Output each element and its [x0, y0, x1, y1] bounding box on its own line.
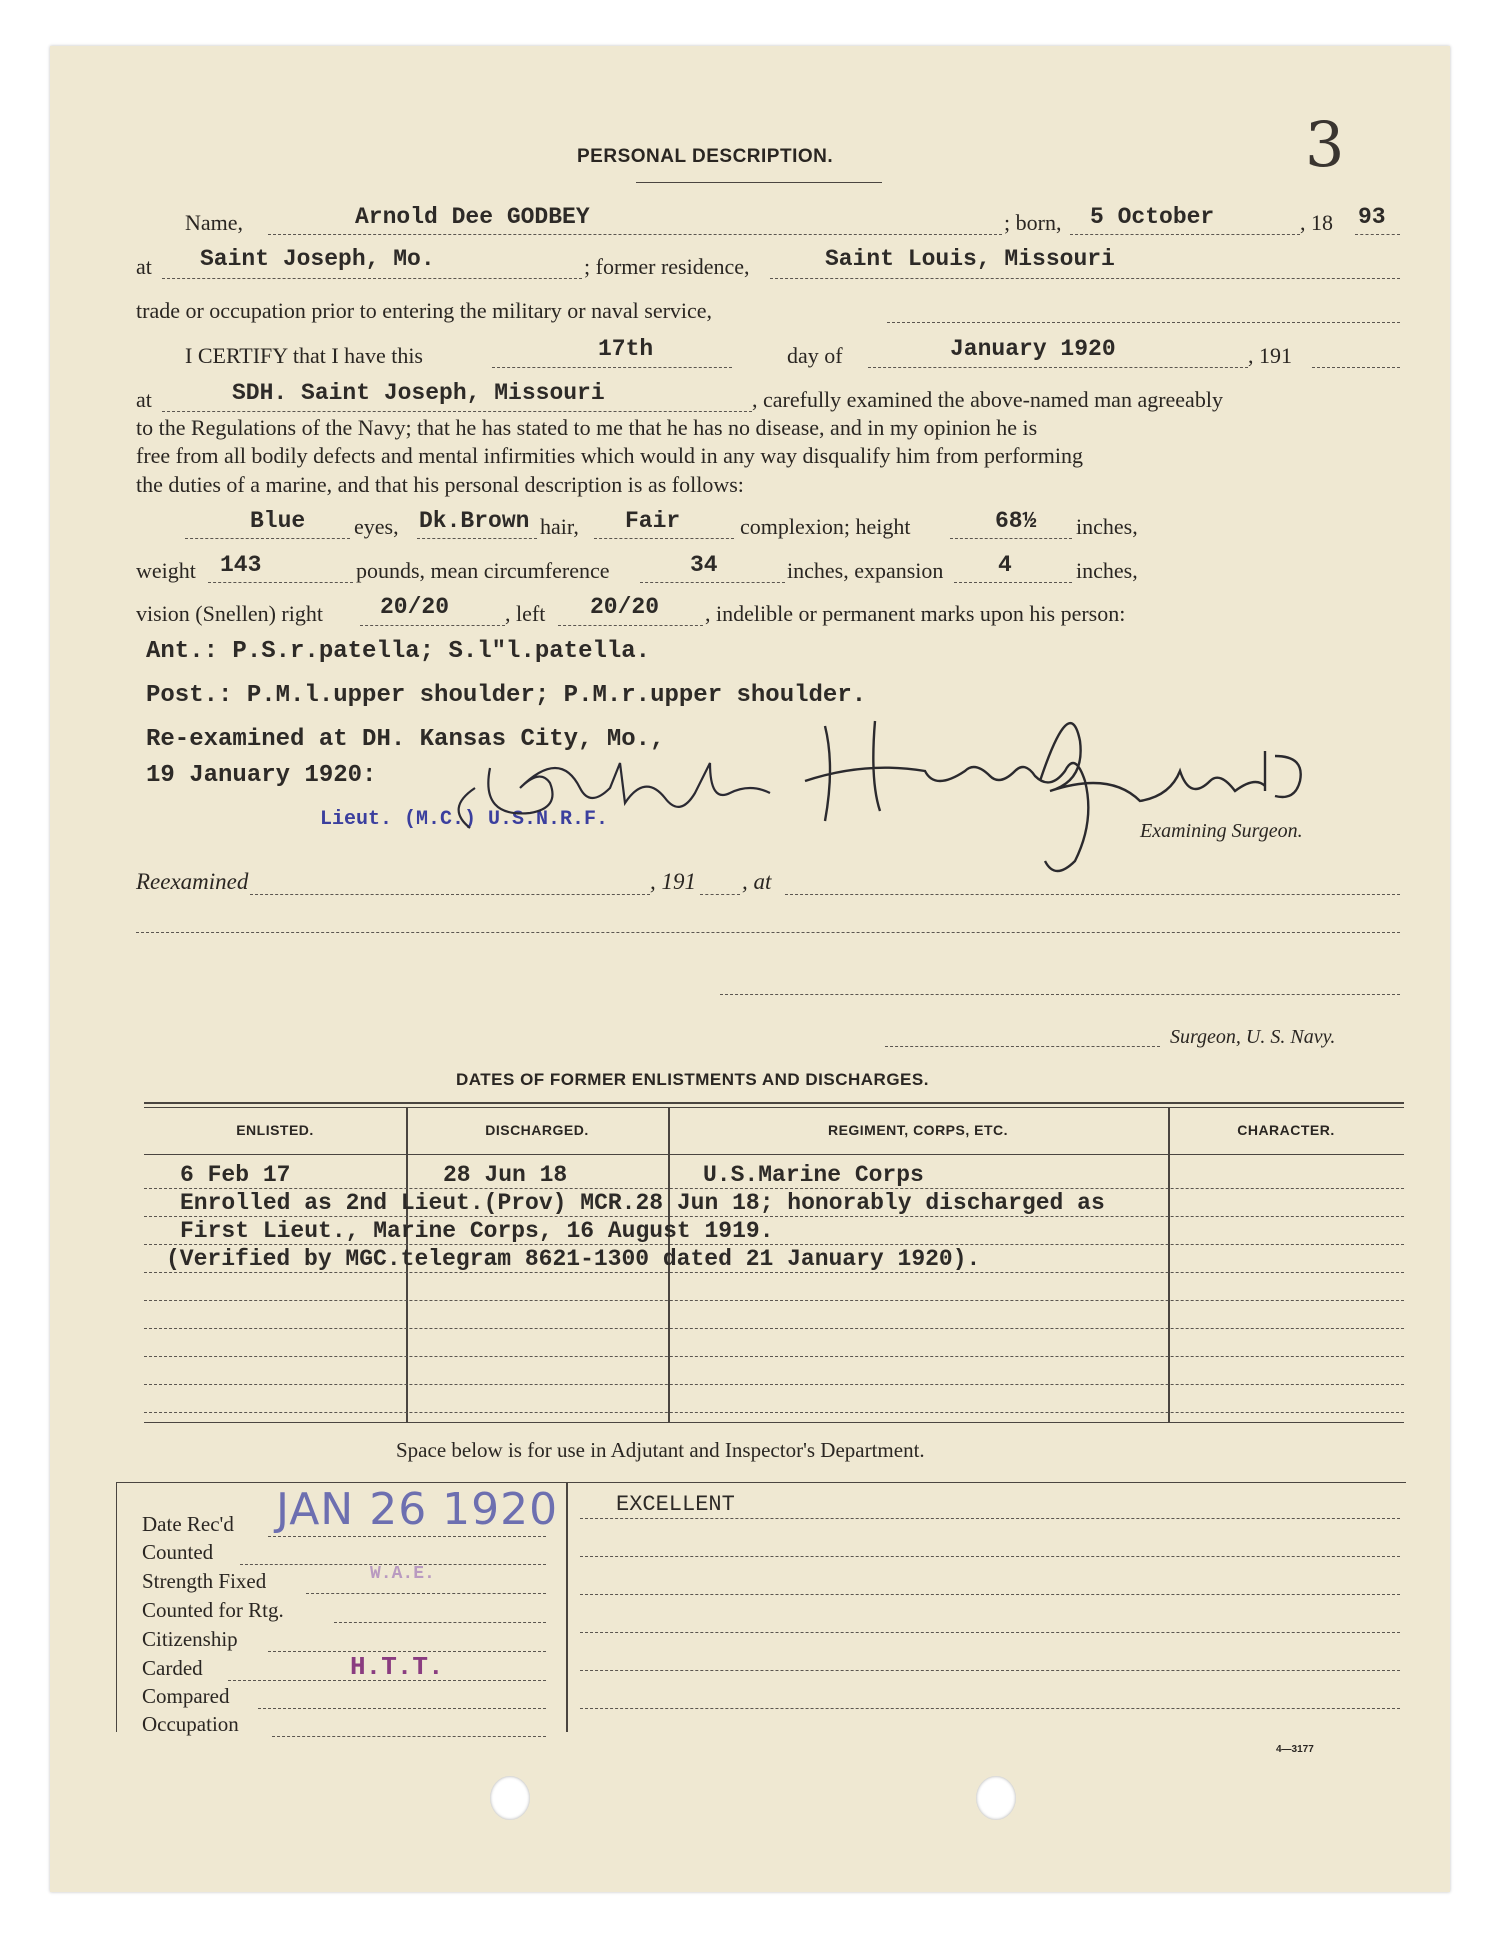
value-born-date: 5 October [1090, 204, 1215, 230]
adjutant-title: Space below is for use in Adjutant and Inspector's Department. [396, 1438, 925, 1462]
date-received-stamp: JAN 26 1920 [276, 1484, 559, 1535]
label-trade: trade or occupation prior to entering the military or naval service, [136, 298, 713, 323]
punch-hole-right [976, 1776, 1016, 1820]
label-vision: vision (Snellen) right [136, 601, 323, 626]
reexam-line-2: 19 January 1920: [146, 762, 377, 789]
marks-line-1: Ant.: P.S.r.patella; S.l"l.patella. [146, 638, 651, 665]
label-expansion: inches, expansion [787, 558, 944, 583]
adj-field-counted-rtg: Counted for Rtg. [142, 1598, 284, 1622]
col-header-enlisted: ENLISTED. [236, 1122, 314, 1138]
label-vision-left: , left [505, 601, 546, 626]
punch-hole-left [490, 1776, 530, 1820]
adj-field-compared: Compared [142, 1684, 230, 1708]
label-marks: , indelible or permanent marks upon his person: [705, 601, 1126, 626]
label-name: Name, [185, 210, 244, 235]
value-height: 68½ [995, 508, 1037, 534]
initials-carded: H.T.T. [350, 1652, 444, 1682]
label-pounds: pounds, mean circumference [356, 558, 610, 583]
value-vision-left: 20/20 [590, 594, 660, 620]
value-hair: Dk.Brown [419, 508, 530, 534]
label-hair: hair, [540, 514, 579, 539]
value-expansion: 4 [998, 552, 1012, 578]
adj-field-strength-fixed: Strength Fixed [142, 1569, 267, 1593]
value-exam-month: January 1920 [950, 336, 1116, 362]
value-vision-right: 20/20 [380, 594, 450, 620]
lieut-stamp: Lieut. (M.C.) U.S.N.R.F. [320, 808, 609, 831]
adj-field-carded: Carded [142, 1656, 203, 1680]
adj-field-counted: Counted [142, 1540, 214, 1564]
col-header-regiment: REGIMENT, CORPS, ETC. [827, 1122, 1009, 1138]
value-complexion: Fair [625, 508, 681, 534]
label-examining-surgeon: Examining Surgeon. [1140, 820, 1303, 842]
label-certify: I CERTIFY that I have this [185, 343, 423, 368]
label-weight: weight [136, 558, 196, 583]
value-eyes: Blue [250, 508, 306, 534]
adj-field-date-recd: Date Rec'd [142, 1512, 234, 1536]
col-header-character: CHARACTER. [1237, 1122, 1335, 1138]
value-born-year: 93 [1358, 204, 1386, 230]
form-code: 4—3177 [1276, 1744, 1314, 1755]
adj-field-citizenship: Citizenship [142, 1627, 238, 1651]
value-name: Arnold Dee GODBEY [355, 204, 590, 230]
label-surgeon-navy: Surgeon, U. S. Navy. [1170, 1026, 1336, 1048]
document-page [50, 46, 1450, 1892]
cell-discharged: 28 Jun 18 [443, 1162, 568, 1188]
paragraph-line-1: to the Regulations of the Navy; that he has stated to me that he has no disease, and in my opinion he is [136, 415, 1038, 440]
value-weight: 143 [220, 552, 262, 578]
cell-regiment: U.S.Marine Corps [703, 1162, 924, 1188]
value-exam-place: SDH. Saint Joseph, Missouri [232, 380, 605, 406]
label-reexamined: Reexamined [136, 869, 249, 894]
label-year-191: , 191 [1248, 343, 1292, 368]
initials-strength: W.A.E. [370, 1564, 435, 1584]
label-complexion: complexion; height [740, 514, 911, 539]
label-inches-2: inches, [1076, 558, 1138, 583]
label-century: , 18 [1300, 210, 1333, 235]
label-at: at [136, 254, 152, 279]
label-at-2: at [136, 387, 152, 412]
label-day-of: day of [787, 343, 843, 368]
page-title: PERSONAL DESCRIPTION. [577, 146, 834, 167]
cell-enlisted: 6 Feb 17 [180, 1162, 291, 1188]
note-line-1: Enrolled as 2nd Lieut.(Prov) MCR.28 Jun 18; honorably discharged as [180, 1190, 1105, 1216]
label-inches-1: inches, [1076, 514, 1138, 539]
form-number-top: 3 [1305, 108, 1345, 181]
note-line-3: (Verified by MGC.telegram 8621-1300 dated 21 January 1920). [166, 1246, 981, 1272]
value-exam-day: 17th [598, 336, 654, 362]
remark-excellent: EXCELLENT [616, 1492, 735, 1517]
note-line-2: First Lieut., Marine Corps, 16 August 1919. [180, 1218, 774, 1244]
enlistments-title: DATES OF FORMER ENLISTMENTS AND DISCHARGES. [456, 1070, 929, 1089]
title-underline [636, 182, 882, 183]
label-former-residence: ; former residence, [584, 254, 750, 279]
value-circumference: 34 [690, 552, 718, 578]
label-reex-191: , 191 [650, 869, 696, 894]
reexam-line-1: Re-examined at DH. Kansas City, Mo., [146, 726, 665, 753]
label-reex-at: , at [742, 869, 772, 894]
col-header-discharged: DISCHARGED. [485, 1122, 589, 1138]
paragraph-line-3: the duties of a marine, and that his personal description is as follows: [136, 472, 744, 497]
paragraph-line-2: free from all bodily defects and mental infirmities which would in any way disqualify him from performing [136, 443, 1083, 468]
value-birthplace: Saint Joseph, Mo. [200, 246, 435, 272]
adj-field-occupation: Occupation [142, 1712, 239, 1736]
value-former-residence: Saint Louis, Missouri [825, 246, 1115, 272]
label-eyes: eyes, [354, 514, 399, 539]
signature-childs [445, 748, 775, 838]
label-born: ; born, [1004, 210, 1062, 235]
label-carefully: , carefully examined the above-named man agreeably [752, 387, 1223, 412]
marks-line-2: Post.: P.M.l.upper shoulder; P.M.r.upper shoulder. [146, 682, 867, 709]
